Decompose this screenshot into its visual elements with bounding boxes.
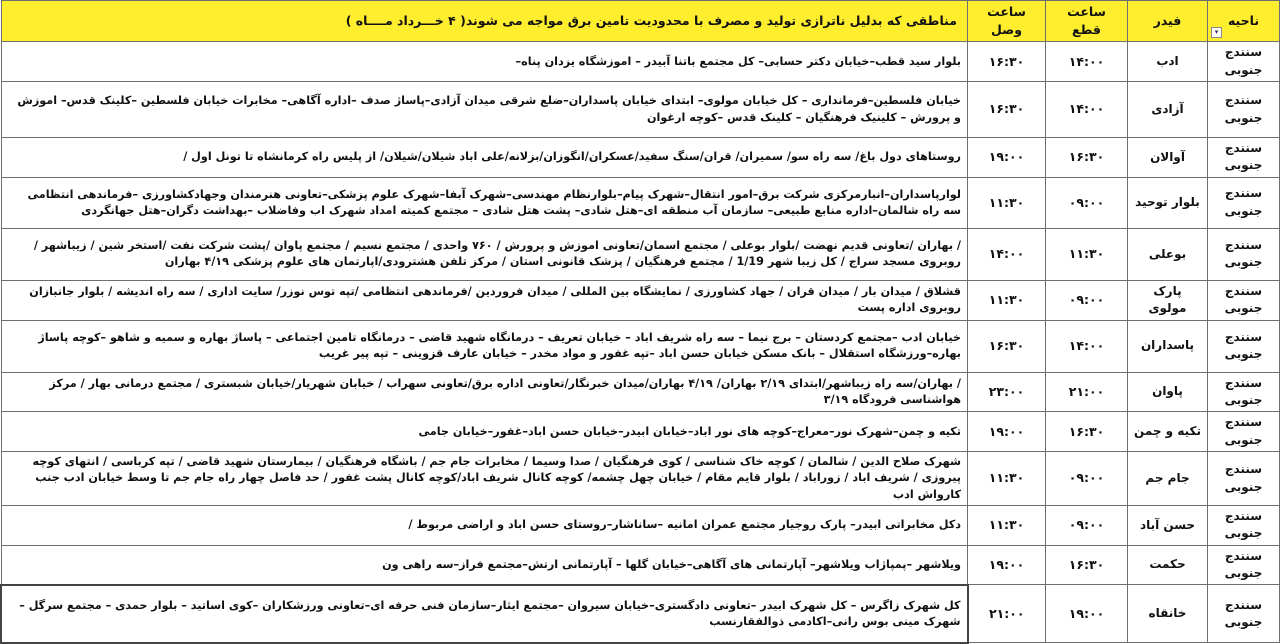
connect-time-cell: ۱۶:۳۰ [968,320,1046,372]
areas-cell: روستاهای دول باغ/ سه راه سو/ سمیران/ قران/سنگ سفید/عسکران/انگوزان/بزلانه/علی اباد شیلان/شیلان/ از پلیس راه کرمانشاه تا تونل اول / [1,138,968,178]
region-cell: سنندج جنوبی [1208,228,1280,280]
connect-time-cell: ۱۱:۳۰ [968,505,1046,545]
header-row [1,1,1280,42]
region-cell: سنندج جنوبی [1208,82,1280,138]
cut-time-cell: ۰۹:۰۰ [1046,280,1128,320]
cut-time-cell: ۱۶:۳۰ [1046,545,1128,585]
connect-time-cell: ۱۶:۳۰ [968,42,1046,82]
region-cell: سنندج جنوبی [1208,138,1280,178]
areas-cell: بلوار سید قطب–خیابان دکتر حسابی– کل مجتمع باتنا آبیدر – اموزشگاه یزدان پناه– [1,42,968,82]
connect-time-cell: ۱۱:۳۰ [968,452,1046,506]
table-row [1,585,1280,643]
connect-time-cell: ۱۹:۰۰ [968,412,1046,452]
region-cell: سنندج جنوبی [1208,320,1280,372]
feeder-cell: آزادی [1128,82,1208,138]
cut-time-cell: ۱۴:۰۰ [1046,320,1128,372]
connect-time-cell: ۱۴:۰۰ [968,228,1046,280]
feeder-cell: خانقاه [1128,585,1208,643]
feeder-cell: ادب [1128,42,1208,82]
table-row [1,320,1280,372]
areas-cell: / بهاران /تعاونی قدیم نهضت /بلوار بوعلی / مجتمع اسمان/تعاونی اموزش و پرورش / ۷۶۰ واحدی / مجتمع نسیم / مجتمع پاوان /پشت شرکت نفت /استخر شین / زیباشهر / روبروی مسجد سراج / کل زیبا شهر 1/19 / مجتمع فرهنگیان / پزشک قانونی استان / مرکز تلفن هشترودی/اپارتمان های علوم پزشکی ۴/۱۹ بهاران [1,228,968,280]
areas-cell: خیابان ادب –مجتمع کردستان – برج نیما – سه راه شریف اباد – خیابان تعریف – درمانگاه شهید قاضی – درمانگاه تامین اجتماعی – پاساژ بهاره و سمیه و شاهو –کوچه پاساژ بهاره–ورزشگاه استقلال – بانک مسکن خیابان حسن اباد –تپه غفور و مواد مخدر – خیابان عارف قزوینی – تپه پیر غریب [1,320,968,372]
region-cell: سنندج جنوبی [1208,412,1280,452]
areas-cell: تکیه و چمن–شهرک نور–معراج–کوچه های نور اباد–خیابان ابیدر–خیابان حسن اباد–غفور–خیابان جامی [1,412,968,452]
region-cell: سنندج جنوبی [1208,505,1280,545]
cut-time-cell: ۱۶:۳۰ [1046,138,1128,178]
filter-icon[interactable]: ▾ [1211,27,1222,38]
areas-cell: لوارپاسداران–انبارمرکزی شرکت برق–امور انتقال–شهرک پیام–بلوارنظام مهندسی–شهرک آبفا–شهرک علوم پزشکی–تعاونی هنرمندان وجهادکشاورزی –فرماندهی انتظامی سه راه شالمان–اداره منابع طبیعی– سازمان آب منطقه ای–هتل شادی– پشت هتل شادی – مجتمع کمیته امداد شهرک اب وفاضلاب –بهداشت دگران–هتل جهانگردی [1,177,968,228]
region-cell: سنندج جنوبی [1208,545,1280,585]
feeder-cell: جام جم [1128,452,1208,506]
feeder-cell: تکیه و چمن [1128,412,1208,452]
feeder-cell: بلوار توحید [1128,177,1208,228]
cut-time-cell: ۲۱:۰۰ [1046,372,1128,412]
connect-time-cell: ۱۹:۰۰ [968,545,1046,585]
feeder-cell: پاوان [1128,372,1208,412]
header-cut-time: ساعت قطع [1046,1,1128,42]
areas-cell: دکل مخابراتی ابیدر– پارک روجیار مجتمع عمران امانیه –ساناشار–روستای حسن اباد و اراضی مربوط / [1,505,968,545]
table-row [1,82,1280,138]
feeder-cell: حکمت [1128,545,1208,585]
table-row [1,280,1280,320]
cut-time-cell: ۰۹:۰۰ [1046,177,1128,228]
region-cell: سنندج جنوبی [1208,280,1280,320]
feeder-cell: بوعلی [1128,228,1208,280]
header-connect-time: ساعت وصل [968,1,1046,42]
table-row [1,412,1280,452]
feeder-cell: آوالان [1128,138,1208,178]
connect-time-cell: ۲۳:۰۰ [968,372,1046,412]
cut-time-cell: ۱۹:۰۰ [1046,585,1128,643]
areas-cell: ویلاشهر –پمپاژاب ویلاشهر– آپارتمانی های آگاهی–خیابان گلها – آپارتمانی ارتش–مجتمع فراز–سه راهی ون [1,545,968,585]
header-region[interactable] [1208,1,1280,42]
connect-time-cell: ۲۱:۰۰ [968,585,1046,643]
cut-time-cell: ۰۹:۰۰ [1046,505,1128,545]
areas-cell: / بهاران/سه راه زیباشهر/ابتدای ۲/۱۹ بهاران/ ۴/۱۹ بهاران/میدان خبرنگار/تعاونی اداره برق/تعاونی سهراب / خیابان شهریار/خیابان شبستری / مجتمع درمانی بهار / مرکز هواشناسی فرودگاه ۳/۱۹ [1,372,968,412]
cut-time-cell: ۱۱:۳۰ [1046,228,1128,280]
region-cell: سنندج جنوبی [1208,42,1280,82]
cut-time-cell: ۱۶:۳۰ [1046,412,1128,452]
areas-cell: قشلاق / میدان بار / میدان قران / جهاد کشاورزی / نمایشگاه بین المللی / میدان فروردین /فرماندهی انتظامی /تپه توس نوزر/ سایت اداری / سه راه اندیشه / بلوار جانبازان روبروی اداره پست [1,280,968,320]
connect-time-cell: ۱۹:۰۰ [968,138,1046,178]
table-row [1,177,1280,228]
header-feeder: فیدر [1128,1,1208,42]
region-cell: سنندج جنوبی [1208,585,1280,643]
table-row [1,372,1280,412]
feeder-cell: پاسداران [1128,320,1208,372]
header-region-label: ناحیه [1227,13,1260,29]
cut-time-cell: ۱۴:۰۰ [1046,82,1128,138]
table-row [1,42,1280,82]
areas-cell: خیابان فلسطین–فرمانداری – کل خیابان مولوی– ابتدای خیابان پاسداران–ضلع شرقی میدان آزادی–پاساژ صدف –اداره آگاهی– مخابرات خیابان فلسطین –کلینک قدس– اموزش و پرورش – کلینیک فرهنگیان – کلینک قدس –کوچه ارغوان [1,82,968,138]
table-row [1,228,1280,280]
connect-time-cell: ۱۱:۳۰ [968,177,1046,228]
feeder-cell: پارک مولوی [1128,280,1208,320]
cut-time-cell: ۱۴:۰۰ [1046,42,1128,82]
connect-time-cell: ۱۱:۳۰ [968,280,1046,320]
table-row [1,545,1280,585]
table-row [1,505,1280,545]
areas-cell: کل شهرک زاگرس – کل شهرک ابیدر –تعاونی دادگستری–خیابان سیروان –مجتمع ایثار–سازمان فنی حرفه ای–تعاونی ورزشکاران –کوی اساتید – بلوار حمدی – مجتمع سرگل – شهرک مینی بوس رانی–اکادمی ذوالفقارنسب [1,585,968,643]
cut-time-cell: ۰۹:۰۰ [1046,452,1128,506]
header-areas: مناطقی که بدلیل ناترازی تولید و مصرف با محدودیت تامین برق مواجه می شوند( ۴ خـــرداد مــــاه ) [1,1,968,42]
connect-time-cell: ۱۶:۳۰ [968,82,1046,138]
region-cell: سنندج جنوبی [1208,452,1280,506]
areas-cell: شهرک صلاح الدین / شالمان / کوچه خاک شناسی / کوی فرهنگیان / صدا وسیما / مخابرات جام جم / باشگاه فرهنگیان / بیمارستان شهید قاضی / تپه کرباسی / انتهای کوچه پیروزی / شریف اباد / زوراباد / بلوار قایم مقام / خیابان چهل چشمه/ کوچه کانال شریف اباد/کوچه کانال پشت غفور / حد فاصل چهار راه جام جم تا وسط خیابان ادب جنب کارواش ادب [1,452,968,506]
table-row [1,452,1280,506]
feeder-cell: حسن آباد [1128,505,1208,545]
table-row [1,138,1280,178]
region-cell: سنندج جنوبی [1208,177,1280,228]
region-cell: سنندج جنوبی [1208,372,1280,412]
